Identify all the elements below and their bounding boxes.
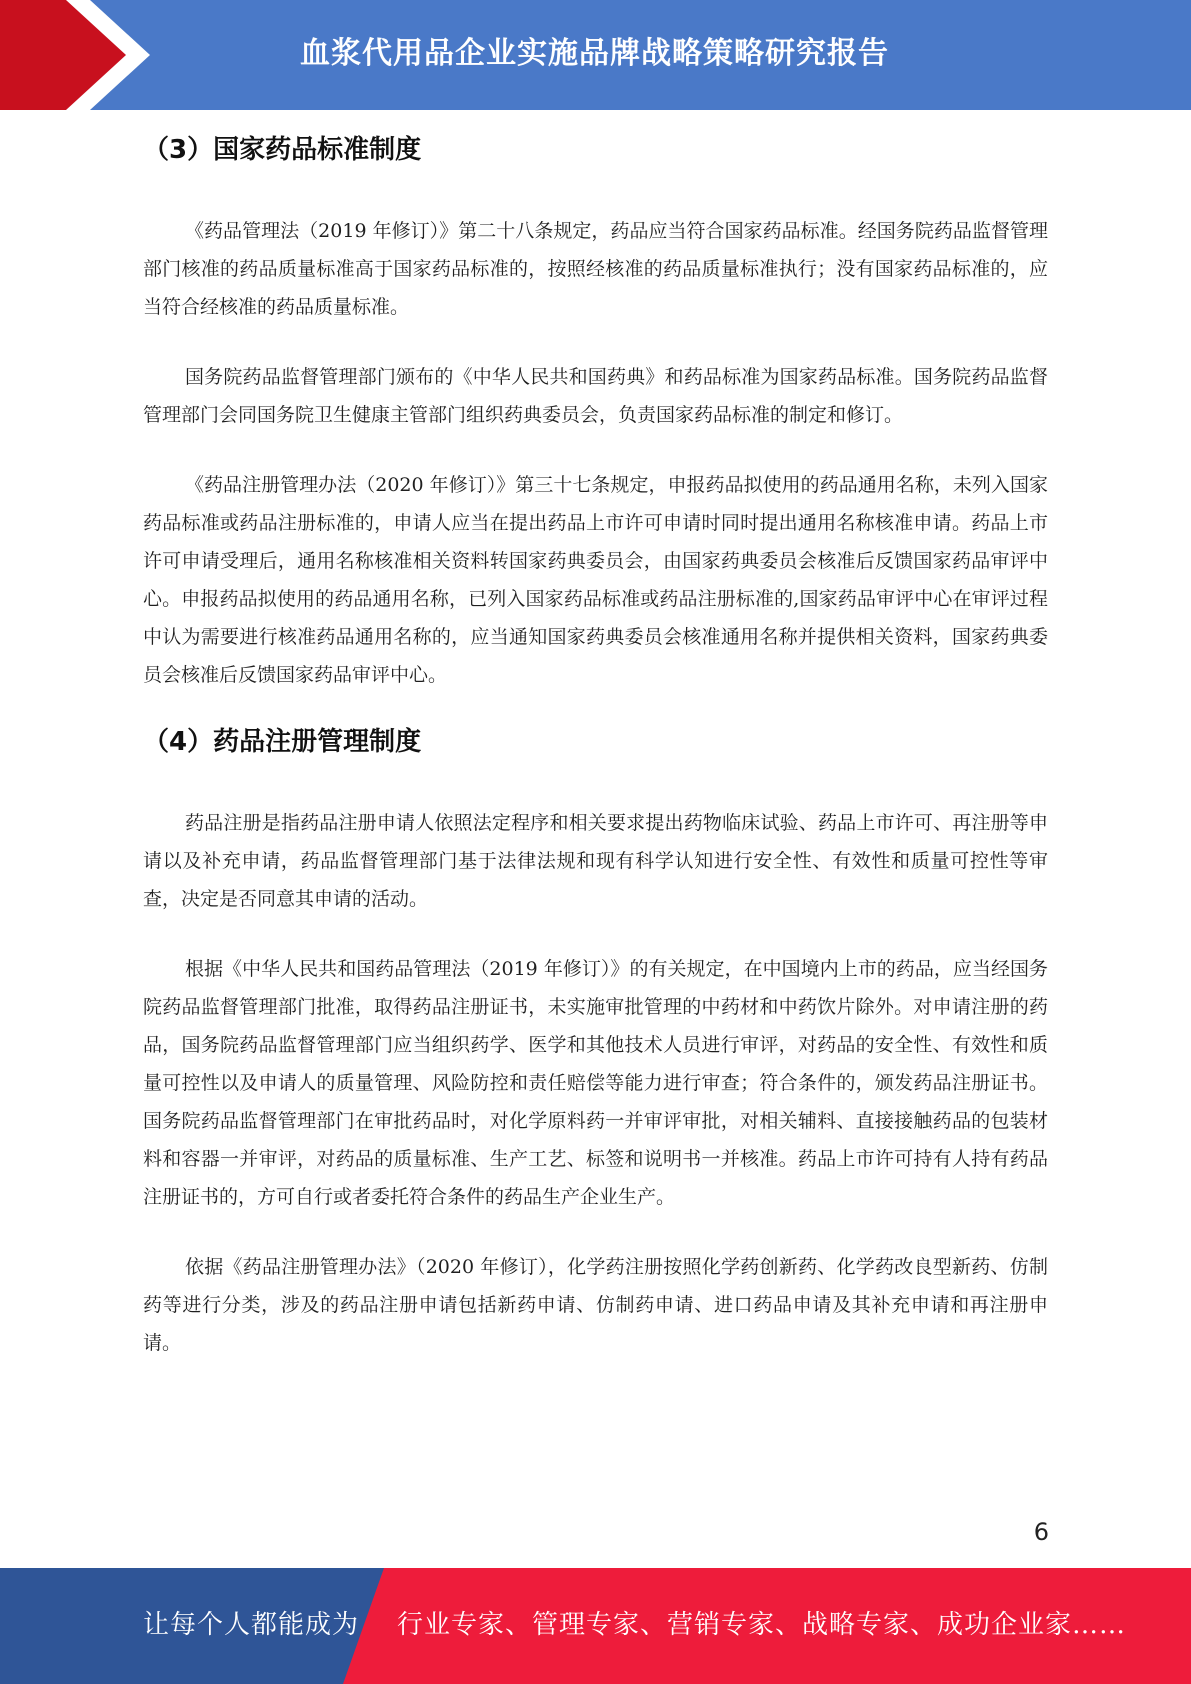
paragraph: 药品注册是指药品注册申请人依照法定程序和相关要求提出药物临床试验、药品上市许可、再注册等申请以及补充申请，药品监督管理部门基于法律法规和现有科学认知进行安全性、有效性和质量可控性等审查，决定是否同意其申请的活动。 — [143, 812, 1048, 910]
section-heading-national-drug-standards: （3）国家药品标准制度 — [143, 135, 422, 165]
page-footer-banner — [0, 1568, 1191, 1684]
page-header-banner — [0, 0, 1191, 110]
header-arrow-decoration — [0, 0, 160, 110]
footer-slogan-right: 行业专家、管理专家、营销专家、战略专家、成功企业家…… — [397, 1610, 1127, 1640]
page-number: 6 — [1033, 1518, 1049, 1546]
footer-slogan-left: 让每个人都能成为 — [143, 1610, 360, 1640]
paragraph: 依据《药品注册管理办法》（2020 年修订），化学药注册按照化学药创新药、化学药改良型新药、仿制药等进行分类，涉及的药品注册申请包括新药申请、仿制药申请、进口药品申请及其补充申请和再注册申请。 — [143, 1256, 1048, 1354]
paragraph: 国务院药品监督管理部门颁布的《中华人民共和国药典》和药品标准为国家药品标准。国务院药品监督管理部门会同国务院卫生健康主管部门组织药典委员会，负责国家药品标准的制定和修订。 — [143, 366, 1048, 426]
section-heading-drug-registration: （4）药品注册管理制度 — [143, 727, 422, 757]
paragraph: 根据《中华人民共和国药品管理法（2019 年修订）》的有关规定，在中国境内上市的药品，应当经国务院药品监督管理部门批准，取得药品注册证书，未实施审批管理的中药材和中药饮片除外。对申请注册的药品，国务院药品监督管理部门应当组织药学、医学和其他技术人员进行审评，对药品的安全性、有效性和质量可控性以及申请人的质量管理、风险防控和责任赔偿等能力进行审查；符合条件的，颁发药品注册证书。国务院药品监督管理部门在审批药品时，对化学原料药一并审评审批，对相关辅料、直接接触药品的包装材料和容器一并审评，对药品的质量标准、生产工艺、标签和说明书一并核准。药品上市许可持有人持有药品注册证书的，方可自行或者委托符合条件的药品生产企业生产。 — [143, 958, 1048, 1208]
paragraph: 《药品注册管理办法（2020 年修订）》第三十七条规定，申报药品拟使用的药品通用名称，未列入国家药品标准或药品注册标准的，申请人应当在提出药品上市许可申请时同时提出通用名称核准申请。药品上市许可申请受理后，通用名称核准相关资料转国家药典委员会，由国家药典委员会核准后反馈国家药品审评中心。申报药品拟使用的药品通用名称，已列入国家药品标准或药品注册标准的,国家药品审评中心在审评过程中认为需要进行核准药品通用名称的，应当通知国家药典委员会核准通用名称并提供相关资料，国家药典委员会核准后反馈国家药品审评中心。 — [143, 474, 1048, 686]
paragraph: 《药品管理法（2019 年修订）》第二十八条规定，药品应当符合国家药品标准。经国务院药品监督管理部门核准的药品质量标准高于国家药品标准的，按照经核准的药品质量标准执行；没有国家药品标准的，应当符合经核准的药品质量标准。 — [143, 220, 1048, 318]
header-title: 血浆代用品企业实施品牌战略策略研究报告 — [300, 36, 889, 71]
document-body — [143, 120, 1048, 1362]
